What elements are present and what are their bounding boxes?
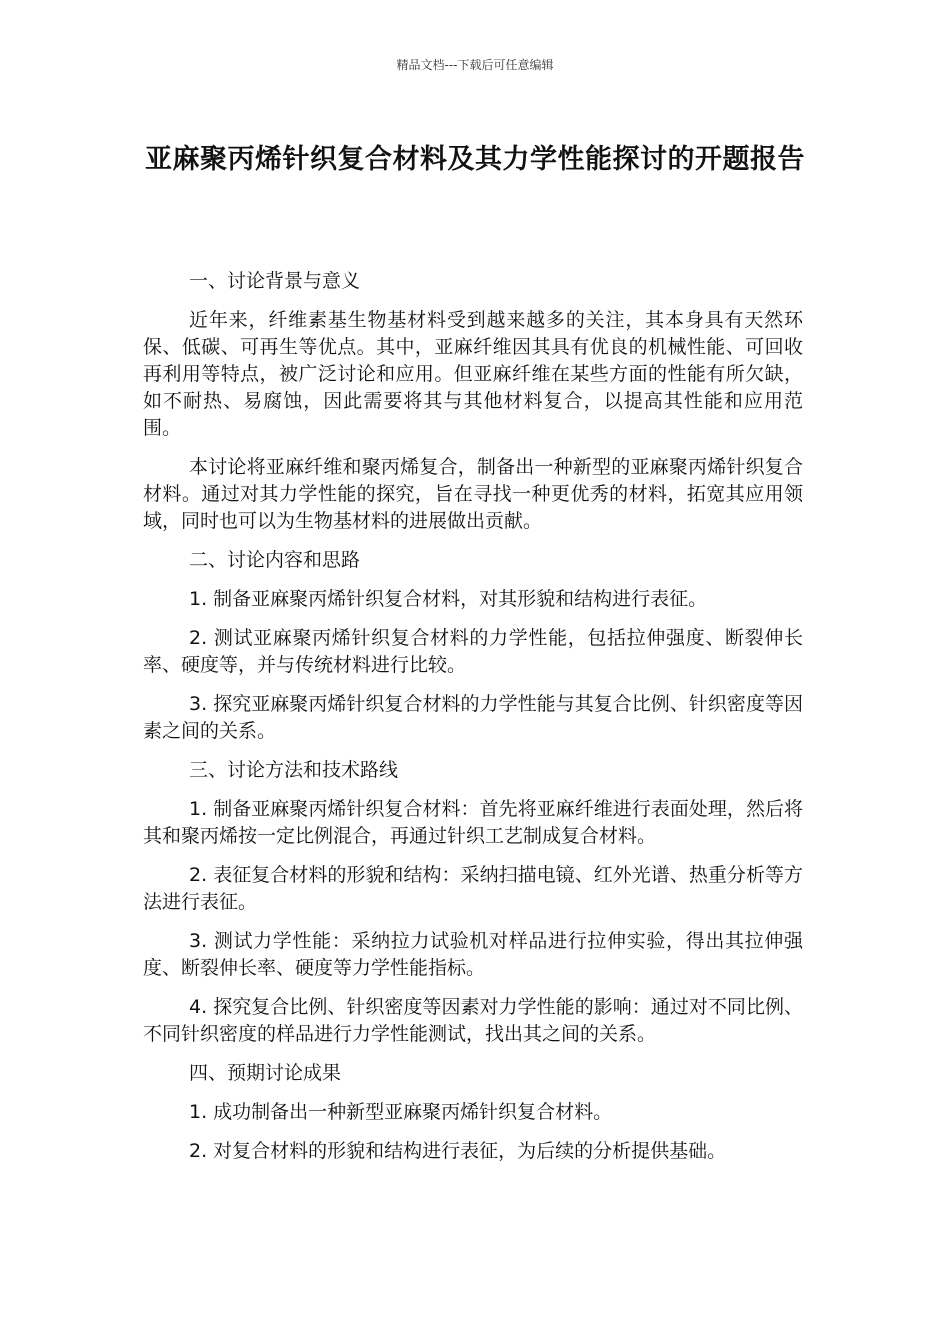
document-body [143,268,803,1177]
list-item: 1. 成功制备出一种新型亚麻聚丙烯针织复合材料。 [189,1101,613,1123]
list-item: 4. 探究复合比例、针织密度等因素对力学性能的影响：通过对不同比例、不同针织密度的样品进行力学性能测试，找出其之间的关系。 [143,996,803,1045]
list-item: 2. 表征复合材料的形貌和结构：采纳扫描电镜、红外光谱、热重分析等方法进行表征。 [143,864,803,913]
paragraph: 本讨论将亚麻纤维和聚丙烯复合，制备出一种新型的亚麻聚丙烯针织复合材料。通过对其力学性能的探究，旨在寻找一种更优秀的材料，拓宽其应用领域，同时也可以为生物基材料的进展做出贡献。 [143,456,803,532]
list-item: 2. 测试亚麻聚丙烯针织复合材料的力学性能，包括拉伸强度、断裂伸长率、硬度等，并与传统材料进行比较。 [143,627,803,676]
section-heading: 二、讨论内容和思路 [189,549,361,571]
list-item: 3. 探究亚麻聚丙烯针织复合材料的力学性能与其复合比例、针织密度等因素之间的关系。 [143,693,803,742]
section-heading: 四、预期讨论成果 [189,1062,342,1084]
section-heading: 一、讨论背景与意义 [189,270,361,292]
section-heading: 三、讨论方法和技术路线 [189,759,399,781]
list-item: 1. 制备亚麻聚丙烯针织复合材料，对其形貌和结构进行表征。 [189,588,708,610]
paragraph: 近年来，纤维素基生物基材料受到越来越多的关注，其本身具有天然环保、低碳、可再生等优点。其中，亚麻纤维因其具有优良的机械性能、可回收再利用等特点，被广泛讨论和应用。但亚麻纤维在某些方面的性能有所欠缺，如不耐热、易腐蚀，因此需要将其与其他材料复合，以提高其性能和应用范围。 [143,309,803,439]
list-item: 2. 对复合材料的形貌和结构进行表征，为后续的分析提供基础。 [189,1140,727,1162]
list-item: 1. 制备亚麻聚丙烯针织复合材料：首先将亚麻纤维进行表面处理，然后将其和聚丙烯按一定比例混合，再通过针织工艺制成复合材料。 [143,798,803,847]
header-note: 精品文档---下载后可任意编辑 [396,58,554,72]
document-title: 亚麻聚丙烯针织复合材料及其力学性能探讨的开题报告 [145,144,805,175]
list-item: 3. 测试力学性能：采纳拉力试验机对样品进行拉伸实验，得出其拉伸强度、断裂伸长率、硬度等力学性能指标。 [143,930,803,979]
